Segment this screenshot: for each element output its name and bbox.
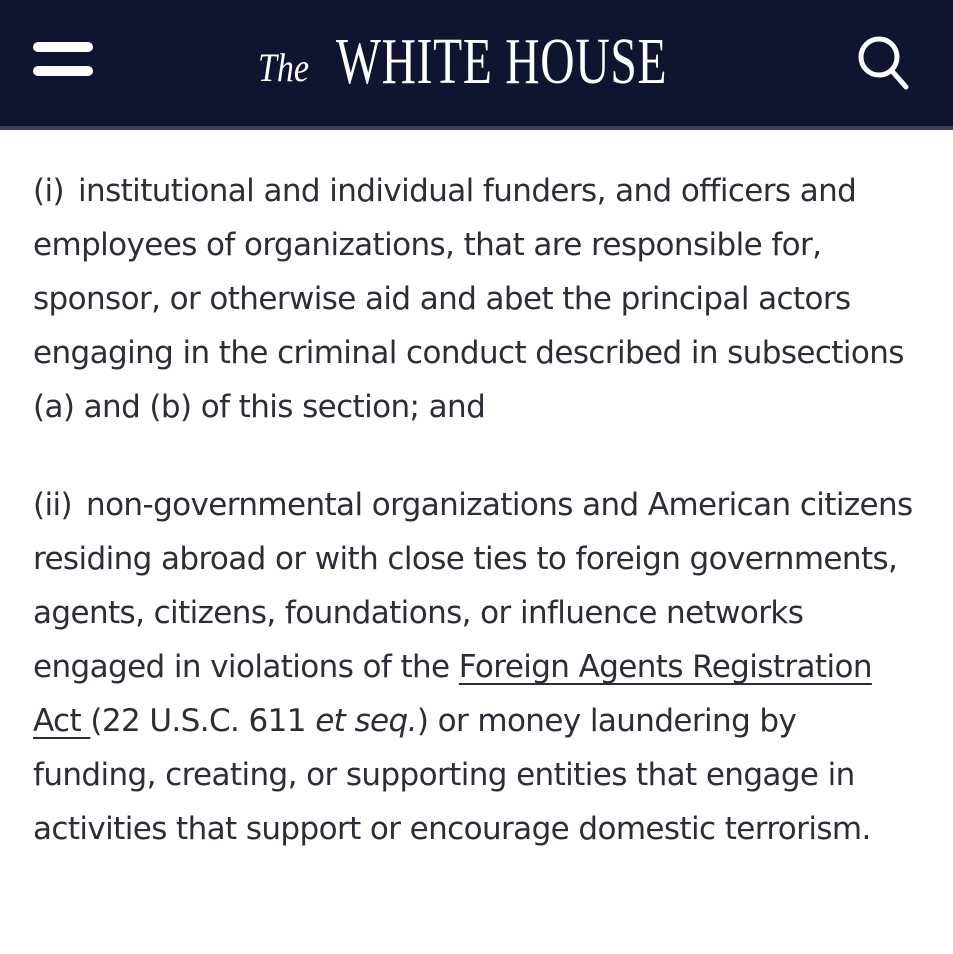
logo-the: The [258, 45, 309, 90]
site-header [0, 0, 953, 130]
paragraph-i [33, 164, 923, 434]
fara-link[interactable]: Foreign Agents Registration Act [33, 649, 872, 739]
search-icon[interactable] [855, 32, 911, 92]
menu-bar-bottom [33, 66, 93, 76]
paragraph-text-end: ) or money laundering by funding, creating, or supporting entities that engage in activities that support or encourage domestic terrorism. [33, 703, 871, 847]
citation-text: (22 U.S.C. 611 [90, 703, 316, 739]
paragraph-text: non-governmental organizations and American citizens residing abroad or with close ties to foreign governments, agents, citizens, foundations, or influence networks engaged in violations of the [33, 487, 913, 685]
paragraph-number: (i) [33, 173, 65, 209]
logo-main: WHITE HOUSE [336, 25, 668, 98]
paragraph-ii [33, 478, 923, 856]
menu-bar-top [33, 42, 93, 52]
paragraph-number: (ii) [33, 487, 73, 523]
document-body [33, 164, 923, 900]
hamburger-menu-icon[interactable] [33, 42, 93, 78]
site-logo[interactable] [258, 24, 796, 98]
paragraph-text: institutional and individual funders, and officers and employees of organizations, that are responsible for, sponsor, or otherwise aid and abet the principal actors engaging in the criminal conduct described in subsections (a) and (b) of this section; and [33, 173, 904, 425]
citation-italic: et seq. [315, 703, 417, 739]
